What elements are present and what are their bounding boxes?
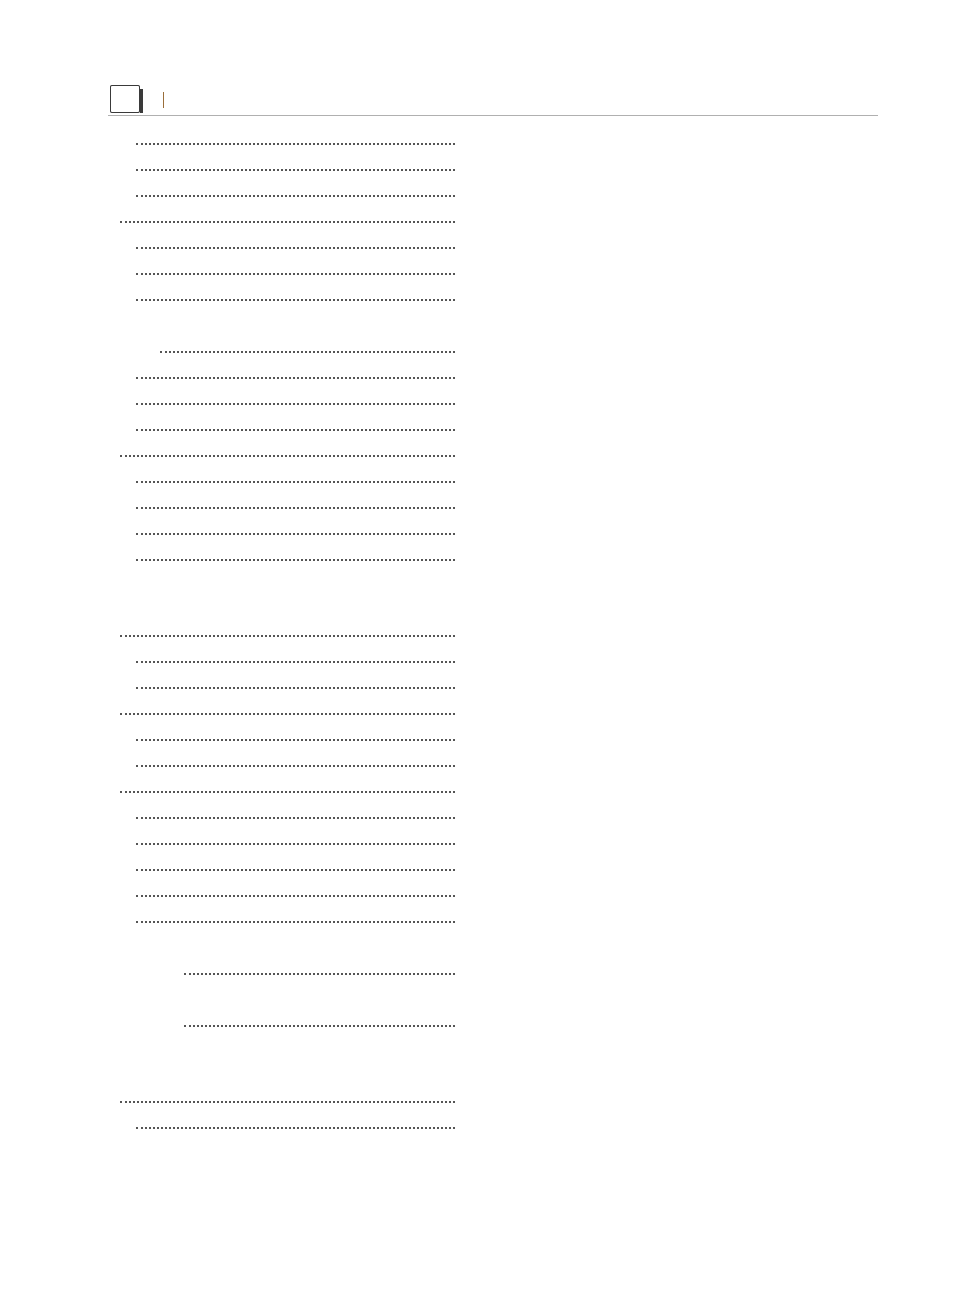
toc-entry[interactable]	[112, 180, 463, 206]
dot-leader	[136, 507, 455, 509]
dot-leader	[120, 1101, 455, 1103]
dot-leader	[136, 687, 455, 689]
toc-entry[interactable]	[112, 362, 463, 388]
dot-leader	[136, 377, 455, 379]
page-header	[108, 84, 878, 120]
dot-leader	[136, 921, 455, 923]
toc-entry[interactable]	[112, 492, 463, 518]
dot-leader	[136, 273, 455, 275]
toc-entry[interactable]	[112, 1112, 463, 1138]
toc-heading-entry[interactable]	[112, 1086, 463, 1112]
toc-entry[interactable]	[112, 672, 463, 698]
catalog-logo-icon	[110, 85, 140, 113]
dot-leader	[120, 713, 455, 715]
toc-entry[interactable]	[112, 646, 463, 672]
dot-leader	[136, 403, 455, 405]
toc-entry[interactable]	[112, 232, 463, 258]
dot-leader	[136, 817, 455, 819]
toc-entry[interactable]	[112, 854, 463, 880]
toc-table-entry-continuation[interactable]	[112, 1010, 463, 1036]
dot-leader	[120, 455, 455, 457]
toc-table-entry[interactable]	[112, 932, 463, 958]
section-title	[112, 1036, 463, 1086]
dot-leader	[136, 195, 455, 197]
dot-leader	[136, 765, 455, 767]
toc-entry[interactable]	[112, 518, 463, 544]
toc-entry[interactable]	[112, 414, 463, 440]
dot-leader	[136, 1127, 455, 1129]
dot-leader	[136, 661, 455, 663]
dot-leader	[136, 299, 455, 301]
dot-leader	[136, 895, 455, 897]
toc-heading-entry[interactable]	[112, 620, 463, 646]
dot-leader	[136, 559, 455, 561]
section-title	[112, 570, 463, 620]
dot-leader	[136, 143, 455, 145]
dot-leader	[136, 481, 455, 483]
toc-entry[interactable]	[112, 258, 463, 284]
toc-table-entry-continuation[interactable]	[112, 958, 463, 984]
toc-entry[interactable]	[112, 154, 463, 180]
toc-column-left	[112, 128, 463, 1138]
toc-entry[interactable]	[112, 828, 463, 854]
toc-entry[interactable]	[112, 906, 463, 932]
dot-leader	[120, 635, 455, 637]
toc-entry[interactable]	[112, 750, 463, 776]
toc-heading-entry[interactable]	[112, 776, 463, 802]
dot-leader	[160, 351, 455, 353]
toc-entry[interactable]	[112, 128, 463, 154]
dot-leader	[136, 429, 455, 431]
dot-leader	[136, 843, 455, 845]
toc-table-entry[interactable]	[112, 984, 463, 1010]
toc-entry-continuation[interactable]	[112, 336, 463, 362]
dot-leader	[120, 791, 455, 793]
header-divider	[163, 92, 164, 108]
toc-heading-entry[interactable]	[112, 206, 463, 232]
dot-leader	[136, 247, 455, 249]
toc-entry[interactable]	[112, 802, 463, 828]
dot-leader	[184, 1025, 455, 1027]
toc-heading-entry[interactable]	[112, 310, 463, 336]
header-rule	[108, 115, 878, 116]
dot-leader	[136, 739, 455, 741]
dot-leader	[136, 869, 455, 871]
toc-heading-entry[interactable]	[112, 440, 463, 466]
dot-leader	[120, 221, 455, 223]
header-title	[156, 90, 171, 111]
toc-entry[interactable]	[112, 544, 463, 570]
toc-heading-entry[interactable]	[112, 698, 463, 724]
dot-leader	[184, 973, 455, 975]
toc-entry[interactable]	[112, 724, 463, 750]
toc-entry[interactable]	[112, 388, 463, 414]
dot-leader	[136, 169, 455, 171]
toc-entry[interactable]	[112, 466, 463, 492]
toc-entry[interactable]	[112, 284, 463, 310]
toc-entry[interactable]	[112, 880, 463, 906]
dot-leader	[136, 533, 455, 535]
